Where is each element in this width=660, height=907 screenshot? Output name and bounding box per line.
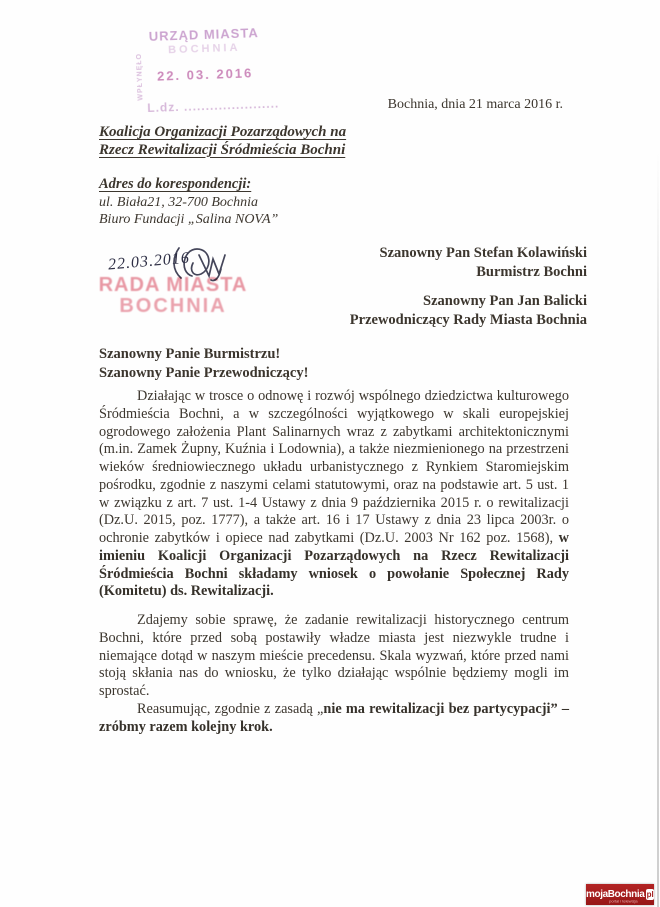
council-stamp <box>97 274 249 318</box>
recipient2-title: Przewodniczący Rady Miasta Bochnia <box>349 311 587 328</box>
recipient1-name: Szanowny Pan Stefan Kolawiński <box>379 245 587 261</box>
paragraph-1 <box>99 388 569 601</box>
recipients-block <box>350 244 587 329</box>
sender-block <box>99 124 346 228</box>
scan-edge-line <box>657 150 659 907</box>
recipient1-title: Burmistrz Bochni <box>476 263 587 280</box>
paragraph-3 <box>99 701 569 737</box>
logo-tagline: portal i telewizja <box>609 899 638 904</box>
letter-body <box>99 388 569 736</box>
sender-name-line2: Rzecz Rewitalizacji Śródmieścia Bochni <box>99 141 346 158</box>
recipient2-name: Szanowny Pan Jan Balicki <box>423 293 587 309</box>
sender-address-line2: Biuro Fundacji „Salina NOVA” <box>99 211 279 227</box>
paragraph-2: Zdajemy sobie sprawę, że zadanie rewitalizacji historycznego centrum Bochni, które przed sobą postawiły władze miasta jest niezwykle trudne i niemające dotąd w naszym mieście precedensu. Skala wyzwań, które przed nami stoją skłania nas do wniosku, że tylko działając wspólnie będziemy mogli im sprostać. <box>99 612 569 699</box>
received-stamp-date: 22. 03. 2016 <box>156 65 254 84</box>
paragraph-1-regular-text: Działając w trosce o odnowę i rozwój wspólnego dziedzictwa kulturowego Śródmieścia Bochni, a w szczególności wyjątkowego w skali europejskiej ogrodowego założenia Plant Salinarnych wraz z zabytkami architektonicznymi (m.in. Zamek Żupny, Kuźnia i Lodownia), a także niezmienionego na przestrzeni wieków średniowiecznego układu urbanistycznego z Rynkiem Staromiejskim pośrodku, zgodnie z naszymi celami statutowymi, oraz na podstawie art. 5 ust. 1 w związku z art. 7 ust. 1-4 Ustawy z dnia 9 października 2015 r. o rewitalizacji (Dz.U. 2015, poz. 1777), a także art. 16 i 17 Ustawy z dnia 23 lipca 2003r. o ochronie zabytków i opiece nad zabytkami (Dz.U. 2003 Nr 162 poz. 1568), <box>99 388 569 546</box>
paragraph-3-regular-text: Reasumując, zgodnie z zasadą „ <box>137 700 324 717</box>
paragraph-3-bold-text: nie ma rewitalizacji bez partycypacji” – zróbmy razem kolejny krok. <box>99 700 569 735</box>
received-stamp-office-line2: BOCHNIA <box>167 41 241 57</box>
logo-text: mojaBochnia <box>586 889 645 900</box>
received-stamp <box>135 25 280 116</box>
handwritten-date: 22.03.2016 <box>107 249 191 274</box>
received-stamp-reference-line: L.dz. ...................... <box>147 96 280 116</box>
salutation-block <box>99 345 308 383</box>
sender-address-label: Adres do korespondencji: <box>99 176 252 192</box>
received-stamp-side-label: WPŁYNĘŁO <box>135 52 145 101</box>
sender-address-line1: ul. Biała21, 32-700 Bochnia <box>99 194 259 210</box>
letter-date: Bochnia, dnia 21 marca 2016 r. <box>387 97 563 112</box>
paragraph-1-bold-text: w imieniu Koalicji Organizacji Pozarządowych na Rzecz Rewitalizacji Śródmieścia Bochni składamy wniosek o powołanie Społecznej Rady (Komitetu) ds. Rewitalizacji. <box>99 530 569 600</box>
sender-name-line1: Koalicja Organizacji Pozarządowych na <box>99 124 347 140</box>
logo-pl-badge: pl <box>646 890 654 899</box>
salutation-line2: Szanowny Panie Przewodniczący! <box>99 365 309 381</box>
council-stamp-line2: BOCHNIA <box>119 295 227 317</box>
received-stamp-office-line1: URZĄD MIASTA <box>148 25 259 44</box>
site-watermark-logo <box>586 884 654 905</box>
salutation-line1: Szanowny Panie Burmistrzu! <box>99 346 281 362</box>
council-stamp-line1: RADA MIASTA <box>98 274 248 296</box>
